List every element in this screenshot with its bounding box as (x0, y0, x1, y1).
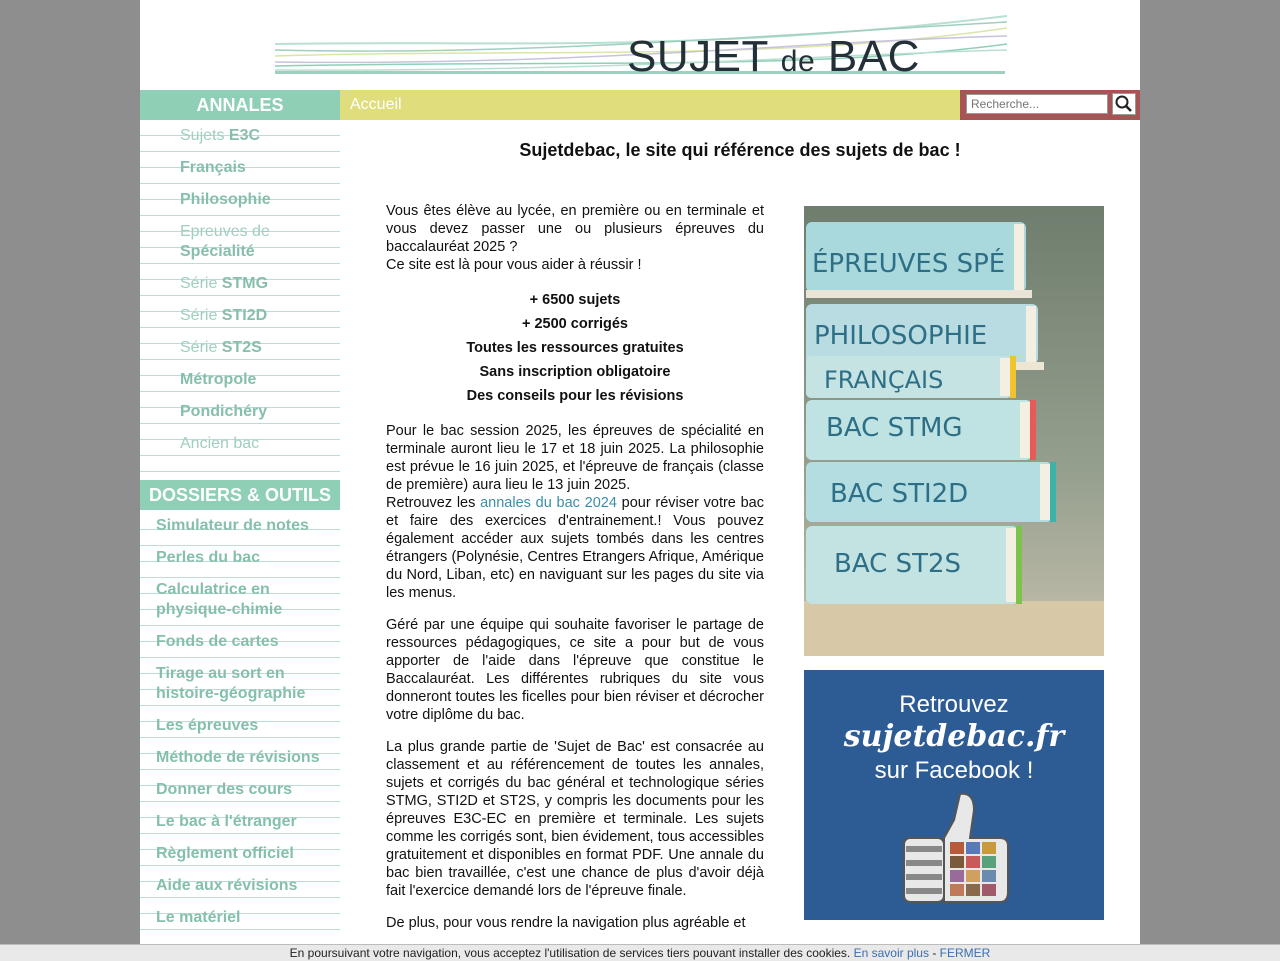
facebook-line1: Retrouvez (899, 691, 1009, 718)
thumbs-up-icon (904, 794, 1008, 902)
logo-word-de: de (780, 45, 816, 78)
logo-word-bac: BAC (827, 32, 920, 81)
sidebar-item-label: STI2D (221, 307, 268, 324)
nav-annales-label: ANNALES (140, 90, 340, 120)
book-bac-st2s (806, 526, 1022, 604)
cookie-banner (0, 944, 1280, 961)
annales-paragraph (386, 494, 764, 602)
search-box (960, 90, 1140, 120)
team-paragraph: Géré par une équipe qui souhaite favoriser le partage de ressources pédagogiques, ce site a pour but de vous apporter de l'aide dans l'épreuve que constitue le Baccalauréat. Les différentes rubriques du site vous donneront toutes les ficelles pour bien réviser et décrocher votre diplôme du bac. (386, 617, 764, 723)
annales-text-before: Retrouvez les (386, 495, 481, 511)
main-content (340, 120, 1140, 960)
sidebar-item-prefix: Epreuves de (180, 223, 270, 240)
book-label: PHILOSOPHIE (814, 321, 988, 351)
content-paragraph: La plus grande partie de 'Sujet de Bac' est consacrée au classement et au référencement de toutes les annales, sujets et corrigés du bac général et technologique séries STMG, STI2D et ST2S, y compris les documents pour les épreuves E3C-EC en première et terminale. Les sujets comme les corrigés sont, bien évidement, tous accessibles gratuitement et disponibles en format PDF. Une annale du bac bien travaillée, c'est une chance de plus d'avoir déjà fait l'exercice demandé lors de l'épreuve finale. (386, 739, 764, 899)
sidebar-item-materiel[interactable]: Le matériel (156, 909, 241, 926)
sidebar-item-francais[interactable] (180, 158, 330, 178)
sidebar-item-ancien-bac[interactable] (180, 434, 330, 454)
cookie-separator: - (932, 946, 937, 960)
facebook-banner[interactable] (804, 670, 1104, 920)
sidebar-item-label: Pondichéry (180, 403, 268, 420)
search-input[interactable] (966, 94, 1108, 114)
sidebar-item-epreuves[interactable]: Les épreuves (156, 717, 259, 734)
navigation-paragraph: De plus, pour vous rendre la navigation plus agréable et (386, 915, 746, 931)
sidebar-item-methode[interactable]: Méthode de révisions (156, 749, 320, 766)
book-label: BAC ST2S (834, 549, 962, 579)
sidebar-item-prefix: Série (180, 339, 222, 356)
cookie-close-button[interactable]: FERMER (939, 946, 991, 960)
site-logo[interactable] (275, 10, 1007, 81)
sidebar (140, 120, 340, 960)
feature-item: + 6500 sujets (529, 292, 621, 308)
page-title: Sujetdebac, le site qui référence des sujets de bac ! (519, 140, 961, 160)
sidebar-item-simulateur[interactable]: Simulateur de notes (156, 517, 309, 534)
sidebar-item-perles[interactable]: Perles du bac (156, 549, 261, 566)
sidebar-item-metropole[interactable] (180, 370, 330, 390)
sidebar-item-tirage[interactable]: Tirage au sort en histoire-géographie (156, 665, 306, 702)
book-label: BAC STI2D (830, 479, 969, 509)
annales-menu (140, 120, 340, 476)
nav-bar (140, 90, 1140, 120)
sidebar-item-label: Philosophie (180, 191, 271, 208)
facebook-line2: sujetdebac.fr (843, 719, 1065, 754)
sidebar-item-prefix: Ancien bac (180, 435, 260, 452)
facebook-banner-graphic (804, 670, 1104, 920)
sidebar-item-label: E3C (228, 127, 261, 144)
sidebar-item-reglement[interactable]: Règlement officiel (156, 845, 294, 862)
intro-paragraph: Vous êtes élève au lycée, en première ou en terminale et vous devez passer une ou plusieurs épreuves du baccalauréat 2025 ? (386, 203, 764, 255)
page (140, 0, 1140, 960)
books-illustration[interactable] (804, 206, 1104, 656)
cookie-text: En poursuivant votre navigation, vous acceptez l'utilisation de services tiers pouvant installer des cookies. (289, 946, 851, 960)
sidebar-item-prefix: Série (180, 275, 222, 292)
sidebar-item-label: Métropole (180, 371, 257, 388)
search-icon (1113, 94, 1135, 114)
book-label: BAC STMG (826, 413, 963, 443)
feature-item: Des conseils pour les révisions (466, 388, 684, 404)
breadcrumb (340, 90, 960, 120)
sidebar-item-calculatrice[interactable]: Calculatrice en physique-chimie (156, 581, 283, 618)
sidebar-item-label: Français (180, 159, 246, 176)
feature-list (386, 288, 764, 408)
book-epreuves-spe (806, 222, 1032, 298)
dossiers-heading: DOSSIERS & OUTILS (140, 480, 340, 510)
feature-item: Sans inscription obligatoire (479, 364, 671, 380)
sidebar-item-fonds-cartes[interactable]: Fonds de cartes (156, 633, 279, 650)
sidebar-item-pondichery[interactable] (180, 402, 330, 422)
annales-text-after: pour réviser votre bac et faire des exercices d'entrainement.! Vous pouvez également accéder aux sujets tombés dans les centres étrangers (Polynésie, Centres Etrangers Afrique, Amérique du Nord, Liban, etc) en naviguant sur les pages du site via les menus. (386, 495, 764, 601)
book-label: ÉPREUVES SPÉ (812, 249, 1006, 279)
sidebar-item-e3c[interactable] (180, 126, 330, 146)
book-label: FRANÇAIS (824, 366, 944, 394)
annales-2024-link[interactable]: annales du bac 2024 (480, 495, 617, 511)
session-paragraph: Pour le bac session 2025, les épreuves de spécialité en terminale auront lieu le 17 et 18 juin 2025. La philosophie est prévue le 16 juin 2025, et l'épreuve de français (classe de première) aura lieu le 13 juin 2025. (386, 423, 764, 493)
cookie-learn-more-link[interactable]: En savoir plus (853, 946, 929, 960)
logo-word-sujet: SUJET (627, 32, 769, 81)
feature-item: Toutes les ressources gratuites (466, 340, 684, 356)
book-bac-stmg (806, 400, 1036, 460)
logo-text (627, 32, 920, 82)
dossiers-menu (140, 514, 340, 960)
sidebar-item-sti2d[interactable] (180, 306, 330, 326)
sidebar-item-specialite[interactable] (180, 222, 330, 262)
table-surface (804, 601, 1104, 656)
sidebar-item-label: STMG (221, 275, 269, 292)
sidebar-item-prefix: Série (180, 307, 222, 324)
sidebar-item-st2s[interactable] (180, 338, 330, 358)
sidebar-item-label: Spécialité (180, 243, 255, 260)
sidebar-item-cours[interactable]: Donner des cours (156, 781, 293, 798)
sidebar-item-prefix: Sujets (180, 127, 229, 144)
search-button[interactable] (1112, 93, 1136, 115)
site-header (140, 0, 1140, 90)
sidebar-item-aide[interactable]: Aide aux révisions (156, 877, 298, 894)
book-francais (806, 356, 1016, 398)
intro-text-column (386, 202, 764, 946)
facebook-line3: sur Facebook ! (874, 757, 1034, 784)
book-bac-sti2d (806, 462, 1056, 522)
sidebar-item-label: ST2S (221, 339, 262, 356)
intro-tagline: Ce site est là pour vous aider à réussir ! (386, 257, 642, 273)
feature-item: + 2500 corrigés (521, 316, 628, 332)
sidebar-item-stmg[interactable] (180, 274, 330, 294)
sidebar-item-philosophie[interactable] (180, 190, 330, 210)
sidebar-item-etranger[interactable]: Le bac à l'étranger (156, 813, 297, 830)
breadcrumb-home-link[interactable]: Accueil (350, 96, 402, 113)
